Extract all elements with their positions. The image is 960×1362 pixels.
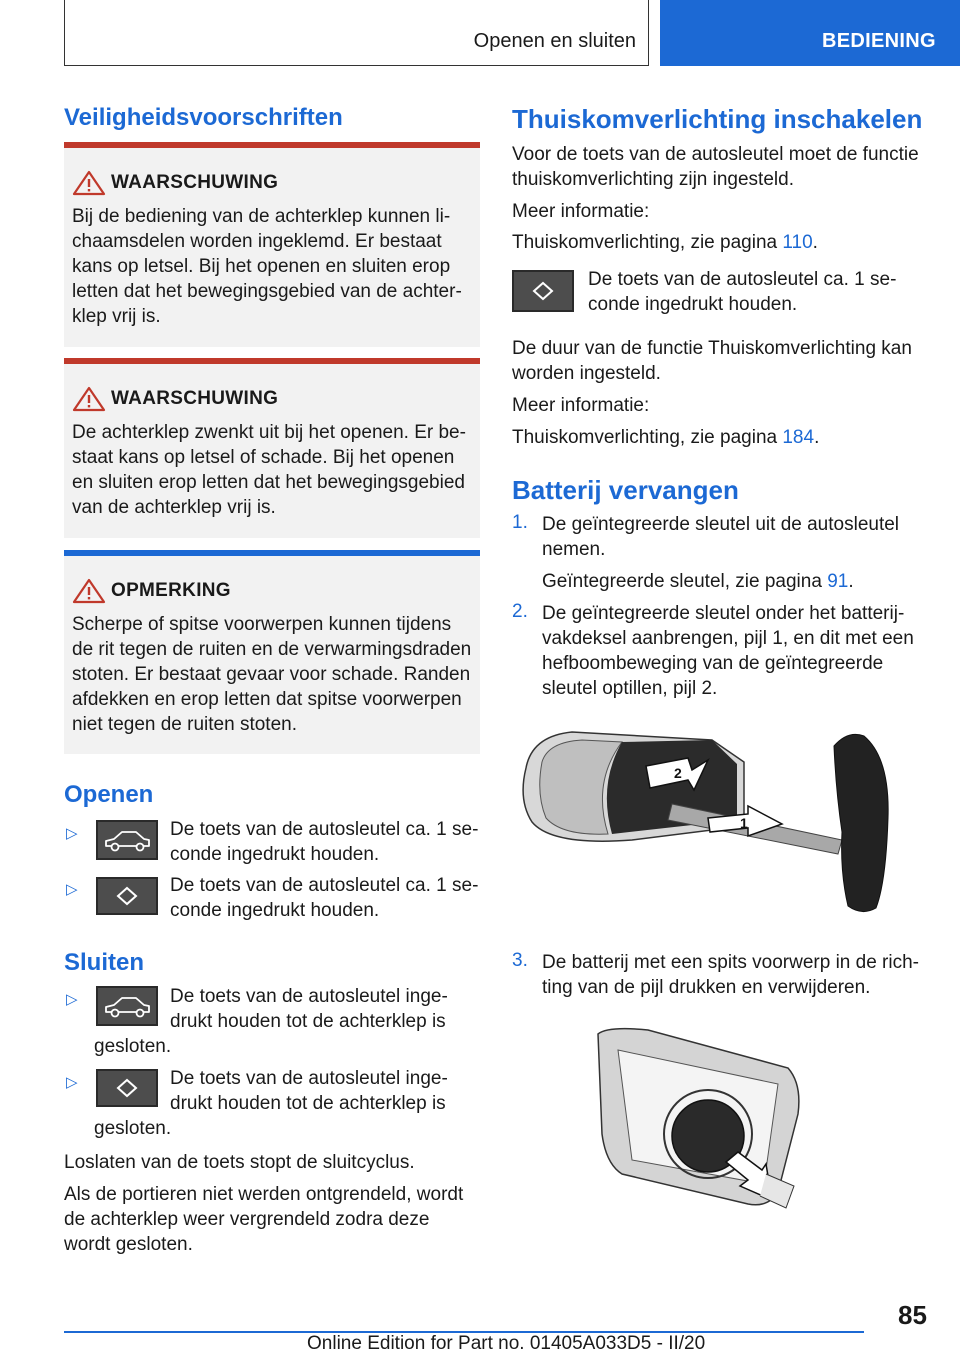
reference-line: Thuiskomverlichting, zie pagina 184. xyxy=(512,427,820,448)
header-chapter-tab[interactable] xyxy=(660,0,960,66)
bullet-triangle-icon: ▷ xyxy=(66,1074,78,1091)
warning-box-2 xyxy=(64,358,480,538)
welcome-light-heading: Thuiskomverlichting inschakelen xyxy=(512,104,923,134)
close-item-2-text-cont: gesloten. xyxy=(94,1118,172,1139)
battery-heading: Batterij vervangen xyxy=(512,475,739,505)
release-text: Loslaten van de toets stopt de sluitcyclus. xyxy=(64,1152,415,1173)
page-number: 85 xyxy=(898,1300,927,1330)
step-1-text: De geïntegreerde sleutel uit de autosleutel nemen. xyxy=(542,514,900,560)
note-label: OPMERKING xyxy=(111,580,231,601)
step-3-text: De batterij met een spits voorwerp in de rich- ting van de pijl drukken en verwijderen. xyxy=(542,952,919,998)
warning-label: WAARSCHUWING xyxy=(111,172,279,193)
close-item-2-text: De toets van de autosleutel inge- drukt houden tot de achterklep is xyxy=(170,1068,448,1114)
key-removal-illustration xyxy=(512,722,912,922)
battery-removal-illustration xyxy=(588,1024,808,1214)
note-bar xyxy=(64,550,480,556)
step-number: 3. xyxy=(512,950,528,971)
open-heading: Openen xyxy=(64,781,154,808)
doors-text: Als de portieren niet werden ontgrendeld, wordt de achterklep weer vergrendeld zodra deze wordt gesloten. xyxy=(64,1184,464,1255)
note-triangle-icon xyxy=(72,578,106,604)
svg-text:2: 2 xyxy=(674,765,682,781)
bullet-triangle-icon: ▷ xyxy=(66,825,78,842)
more-info-label: Meer informatie: xyxy=(512,395,650,416)
note-text: Scherpe of spitse voorwerpen kunnen tijdens de rit tegen de ruiten en de verwarmingsdraden stoten. Er bestaat gevaar voor schade. Randen afdekken en erop letten dat spitse voorwerpen niet tegen de ruiten stoten. xyxy=(72,614,472,735)
header-chapter-label: BEDIENING xyxy=(822,30,936,52)
car-tailgate-button-icon xyxy=(96,986,158,1026)
warning-bar xyxy=(64,142,480,148)
close-item-1-text: De toets van de autosleutel inge- drukt houden tot de achterklep is xyxy=(170,986,448,1032)
warning-label: WAARSCHUWING xyxy=(111,388,279,409)
svg-text:1: 1 xyxy=(740,815,748,831)
open-item-1-text: De toets van de autosleutel ca. 1 se- conde ingedrukt houden. xyxy=(170,819,479,865)
bullet-triangle-icon: ▷ xyxy=(66,881,78,898)
safety-heading: Veiligheidsvoorschriften xyxy=(64,104,343,131)
welcome-light-text: Voor de toets van de autosleutel moet de functie thuiskomverlichting zijn ingesteld. xyxy=(512,144,919,190)
close-heading: Sluiten xyxy=(64,949,145,976)
warning-bar xyxy=(64,358,480,364)
bullet-triangle-icon: ▷ xyxy=(66,991,78,1008)
key-item-text: De toets van de autosleutel ca. 1 se- conde ingedrukt houden. xyxy=(588,269,897,315)
page-link[interactable]: 184 xyxy=(782,427,815,448)
header-section-box xyxy=(64,0,649,66)
diamond-button-icon xyxy=(96,1069,158,1107)
diamond-button-icon xyxy=(96,877,158,915)
page-link[interactable]: 91 xyxy=(827,571,849,592)
step-2-text: De geïntegreerde sleutel onder het batterij- vakdeksel aanbrengen, pijl 1, en dit met een hefboombeweging van de geïntegreerde sleutel optillen, pijl 2. xyxy=(542,603,914,699)
step-1-reference: Geïntegreerde sleutel, zie pagina 91. xyxy=(542,571,854,592)
warning-triangle-icon xyxy=(72,170,106,196)
warning-triangle-icon xyxy=(72,386,106,412)
close-item-1-text-cont: gesloten. xyxy=(94,1036,172,1057)
footer-edition: Online Edition for Part no. 01405A033D5 - II/20 xyxy=(307,1333,706,1354)
step-number: 2. xyxy=(512,601,528,622)
warning-text: De achterklep zwenkt uit bij het openen. Er be- staat kans op letsel of schade. Bij het openen en sluiten erop letten dat het bewegingsgebied van de achterklep vrij is. xyxy=(72,422,466,518)
warning-box-1 xyxy=(64,142,480,347)
diamond-button-icon xyxy=(512,270,574,312)
more-info-label: Meer informatie: xyxy=(512,201,650,222)
car-tailgate-button-icon xyxy=(96,820,158,860)
note-box xyxy=(64,550,480,754)
reference-line: Thuiskomverlichting, zie pagina 110. xyxy=(512,232,818,253)
step-number: 1. xyxy=(512,512,528,533)
warning-text: Bij de bediening van de achterklep kunnen li- chaamsdelen worden ingeklemd. Er bestaat kans op letsel. Bij het openen en sluiten erop letten dat het bewegingsgebied van de achter- klep vrij is. xyxy=(72,206,462,327)
header-section-title: Openen en sluiten xyxy=(473,30,636,52)
duration-text: De duur van de functie Thuiskomverlichting kan worden ingesteld. xyxy=(512,338,912,384)
open-item-2-text: De toets van de autosleutel ca. 1 se- conde ingedrukt houden. xyxy=(170,875,479,921)
page-link[interactable]: 110 xyxy=(782,232,813,253)
